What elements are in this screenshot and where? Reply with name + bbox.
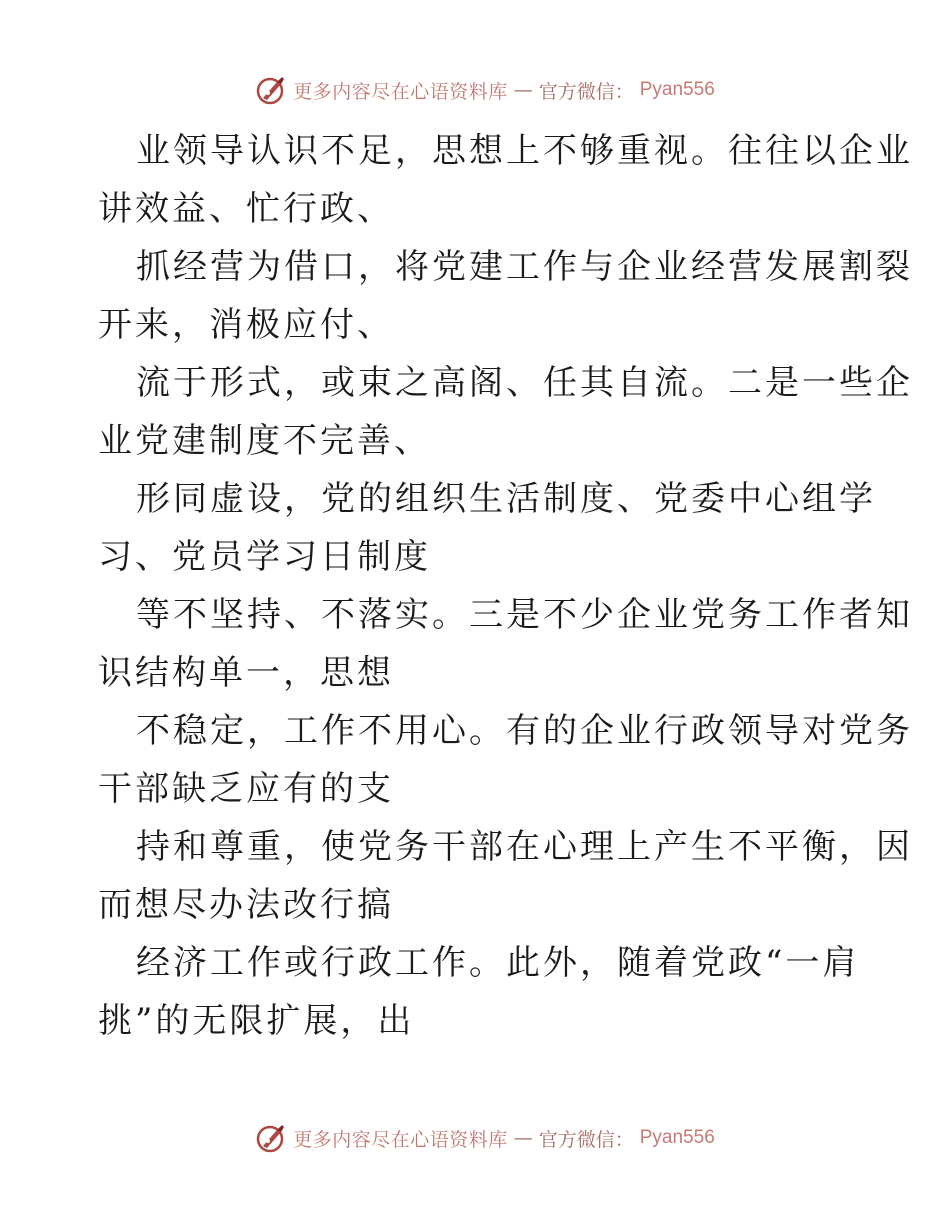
header-wechat-id: Pyan556 — [639, 79, 715, 100]
pen-logo-icon — [255, 1122, 287, 1154]
header-site-name: 更多内容尽在心语资料库 — [293, 80, 508, 103]
header-banner-content — [255, 74, 715, 106]
body-line: 经济工作或行政工作。此外，随着党政“一肩 — [136, 943, 860, 983]
header-dash: — — [513, 79, 533, 101]
body-line: 习、党员学习日制度 — [98, 537, 431, 577]
header-banner — [0, 70, 950, 110]
body-line: 不稳定，工作不用心。有的企业行政领导对党务 — [136, 711, 913, 751]
body-line: 流于形式，或束之高阁、任其自流。二是一些企 — [136, 363, 913, 403]
body-line: 开来，消极应付、 — [98, 305, 394, 345]
header-wechat-label: 官方微信： — [538, 80, 634, 103]
body-line: 挑”的无限扩展，出 — [98, 1001, 415, 1041]
body-line: 等不坚持、不落实。三是不少企业党务工作者知 — [136, 595, 913, 635]
body-text — [98, 122, 913, 1050]
footer-site-name: 更多内容尽在心语资料库 — [293, 1128, 508, 1151]
body-line: 而想尽办法改行搞 — [98, 885, 394, 925]
body-line: 形同虚设，党的组织生活制度、党委中心组学 — [136, 479, 876, 519]
pen-logo-icon — [255, 74, 287, 106]
footer-dash: — — [513, 1127, 533, 1149]
footer-banner-content — [255, 1122, 715, 1154]
body-line: 业领导认识不足，思想上不够重视。往往以企业 — [136, 131, 913, 171]
footer-wechat-id: Pyan556 — [639, 1127, 715, 1148]
body-line: 识结构单一，思想 — [98, 653, 394, 693]
footer-wechat-label: 官方微信： — [538, 1128, 634, 1151]
body-line: 业党建制度不完善、 — [98, 421, 431, 461]
body-line: 持和尊重，使党务干部在心理上产生不平衡，因 — [136, 827, 913, 867]
footer-banner — [0, 1118, 950, 1158]
body-line: 讲效益、忙行政、 — [98, 189, 394, 229]
body-line: 干部缺乏应有的支 — [98, 769, 394, 809]
body-line: 抓经营为借口，将党建工作与企业经营发展割裂 — [136, 247, 913, 287]
